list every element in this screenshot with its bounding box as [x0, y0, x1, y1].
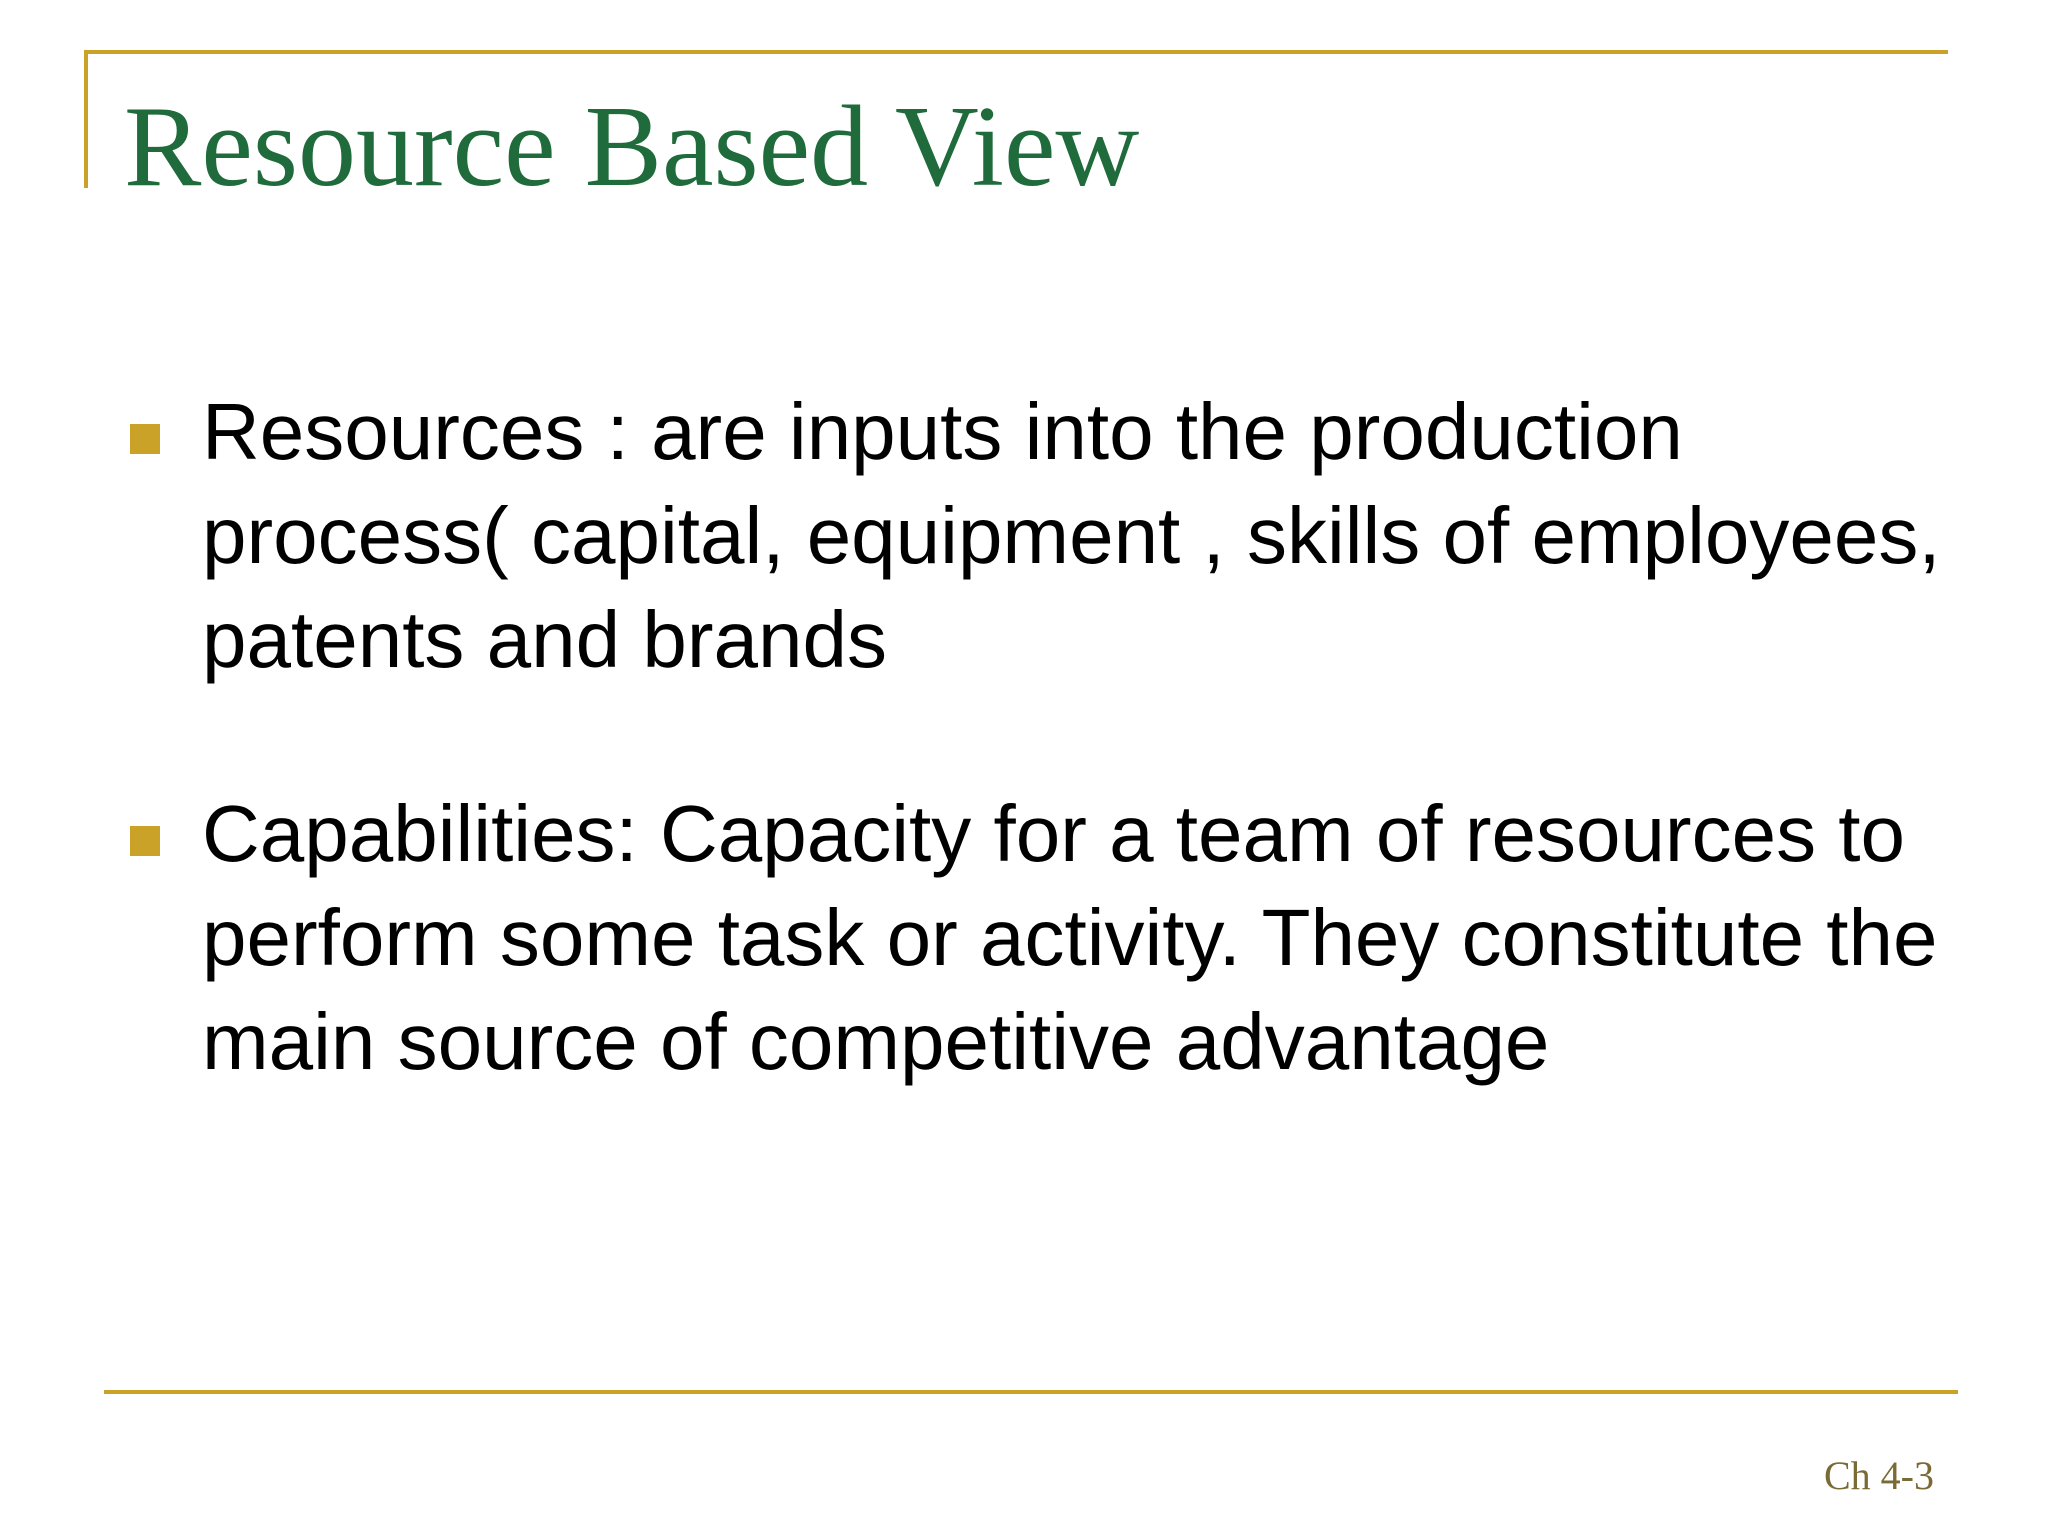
bullet-text: Resources : are inputs into the production process( capital, equipment , skills of employees, patents and brands: [202, 387, 1941, 684]
bullet-text: Capabilities: Capacity for a team of resources to perform some task or activity. They constitute the main source of competitive advantage: [202, 789, 1938, 1086]
bottom-accent-rule: [104, 1390, 1958, 1394]
square-bullet-icon: [130, 424, 160, 454]
slide-title: Resource Based View: [124, 83, 1140, 211]
bullet-item-capabilities: [126, 782, 1956, 1094]
bullet-item-resources: [126, 380, 1956, 692]
top-accent-rule: [84, 50, 1948, 54]
square-bullet-icon: [130, 826, 160, 856]
page-number: Ch 4-3: [1824, 1453, 1934, 1498]
left-accent-rule: [84, 50, 88, 188]
bullet-list: [126, 380, 1956, 1094]
